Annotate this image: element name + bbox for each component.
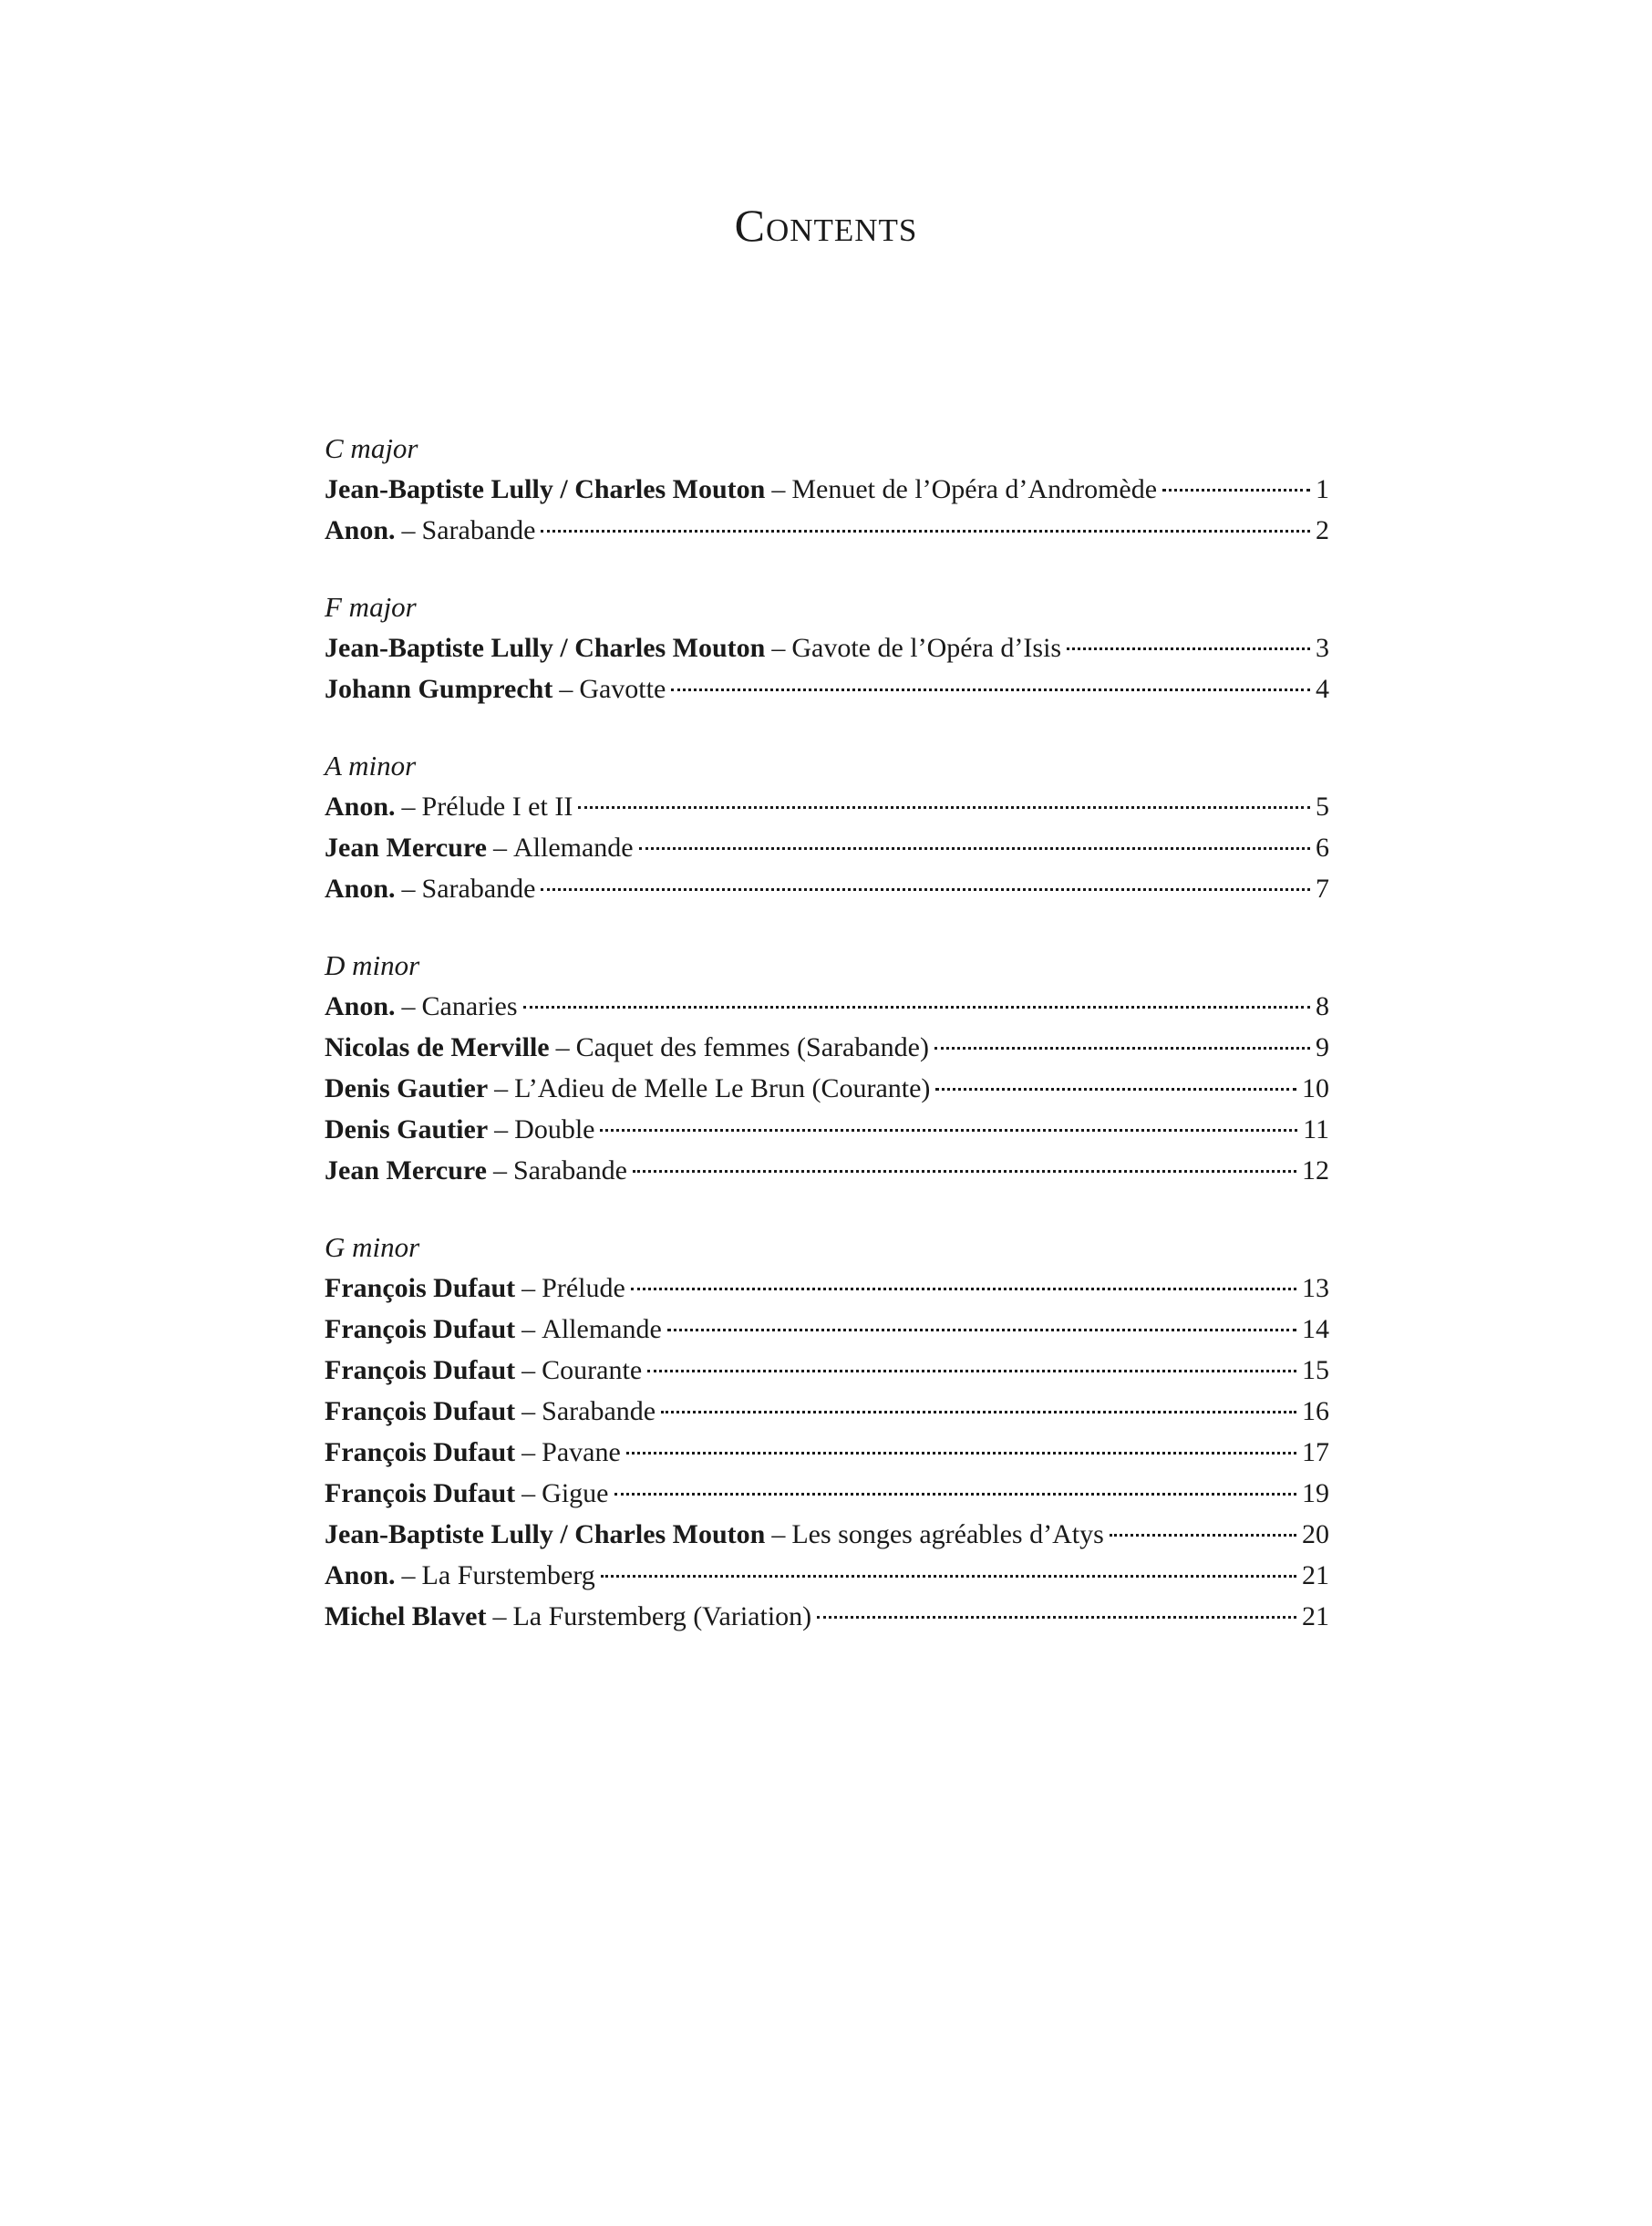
- toc-entry[interactable]: [325, 627, 1329, 668]
- dot-leader: [1162, 489, 1310, 492]
- entry-composer: Nicolas de Merville: [325, 1032, 550, 1062]
- section-key-heading: A minor: [325, 750, 417, 782]
- toc-entry[interactable]: [325, 1027, 1329, 1068]
- entry-separator: –: [521, 1437, 536, 1467]
- entry-composer: François Dufaut: [325, 1437, 516, 1467]
- toc-section: [325, 746, 1329, 909]
- entry-separator: –: [771, 474, 786, 504]
- entry-composer: Jean Mercure: [325, 833, 487, 863]
- entry-title: L’Adieu de Melle Le Brun (Courante): [514, 1073, 931, 1103]
- entry-separator: –: [521, 1478, 536, 1508]
- entry-composer: François Dufaut: [325, 1355, 516, 1385]
- entry-title: Allemande: [542, 1314, 662, 1344]
- toc-entry[interactable]: [325, 1432, 1329, 1473]
- entry-page-number: 2: [1316, 515, 1329, 545]
- entry-title: Sarabande: [421, 874, 536, 904]
- entry-title: La Furstemberg: [421, 1560, 595, 1590]
- entry-title: Gavote de l’Opéra d’Isis: [791, 633, 1062, 663]
- toc-entry[interactable]: [325, 1555, 1329, 1596]
- entry-composer: Denis Gautier: [325, 1114, 489, 1144]
- entry-separator: –: [401, 1560, 416, 1590]
- entry-page-number: 20: [1302, 1519, 1329, 1549]
- toc-entry[interactable]: [325, 1150, 1329, 1191]
- toc-entry[interactable]: [325, 1109, 1329, 1150]
- entry-title: Les songes agréables d’Atys: [791, 1519, 1104, 1549]
- entry-separator: –: [521, 1314, 536, 1344]
- toc-entry[interactable]: [325, 510, 1329, 551]
- entry-separator: –: [771, 1519, 786, 1549]
- toc-entry[interactable]: [325, 1309, 1329, 1350]
- entry-title: Caquet des femmes (Sarabande): [575, 1032, 929, 1062]
- entry-title: Sarabande: [421, 515, 536, 545]
- toc-entry[interactable]: [325, 986, 1329, 1027]
- dot-leader: [934, 1047, 1310, 1050]
- entry-separator: –: [771, 633, 786, 663]
- section-key-heading: F major: [325, 591, 417, 623]
- entry-separator: –: [492, 1601, 507, 1631]
- entry-composer: Jean-Baptiste Lully / Charles Mouton: [325, 474, 766, 504]
- dot-leader: [817, 1616, 1296, 1619]
- entry-title: Courante: [542, 1355, 643, 1385]
- entry-page-number: 14: [1302, 1314, 1329, 1344]
- dot-leader: [667, 1329, 1296, 1331]
- dot-leader: [614, 1493, 1297, 1496]
- entry-title: Gavotte: [579, 674, 666, 704]
- entry-composer: François Dufaut: [325, 1396, 516, 1426]
- dot-leader: [661, 1411, 1296, 1413]
- dot-leader: [541, 888, 1310, 891]
- entry-composer: Michel Blavet: [325, 1601, 487, 1631]
- dot-leader: [523, 1006, 1310, 1009]
- entry-page-number: 21: [1302, 1601, 1329, 1631]
- entry-page-number: 8: [1316, 991, 1329, 1021]
- entry-title: Canaries: [421, 991, 518, 1021]
- dot-leader: [639, 847, 1310, 850]
- dot-leader: [1067, 647, 1310, 650]
- entry-separator: –: [401, 515, 416, 545]
- toc-entry[interactable]: [325, 1514, 1329, 1555]
- section-key-heading: C major: [325, 432, 418, 464]
- dot-leader: [647, 1370, 1296, 1372]
- toc-entry[interactable]: [325, 1350, 1329, 1391]
- entry-page-number: 21: [1302, 1560, 1329, 1590]
- entry-page-number: 9: [1316, 1032, 1329, 1062]
- entry-separator: –: [494, 1114, 509, 1144]
- dot-leader: [541, 530, 1310, 533]
- entry-page-number: 1: [1316, 474, 1329, 504]
- dot-leader: [601, 1575, 1296, 1578]
- entry-title: Prélude I et II: [421, 792, 573, 822]
- toc-section: [325, 1227, 1329, 1637]
- entry-separator: –: [401, 874, 416, 904]
- dot-leader: [1110, 1534, 1296, 1537]
- entry-page-number: 19: [1302, 1478, 1329, 1508]
- dot-leader: [626, 1452, 1296, 1455]
- toc-entry[interactable]: [325, 668, 1329, 709]
- entry-composer: François Dufaut: [325, 1314, 516, 1344]
- entry-page-number: 13: [1302, 1273, 1329, 1303]
- section-key-heading: G minor: [325, 1231, 420, 1263]
- entry-composer: Anon.: [325, 1560, 396, 1590]
- dot-leader: [935, 1088, 1296, 1091]
- entry-page-number: 12: [1302, 1155, 1329, 1185]
- toc-entry[interactable]: [325, 786, 1329, 827]
- entry-composer: Anon.: [325, 991, 396, 1021]
- toc-entry[interactable]: [325, 469, 1329, 510]
- dot-leader: [578, 806, 1310, 809]
- entry-composer: Johann Gumprecht: [325, 674, 553, 704]
- dot-leader: [631, 1288, 1296, 1290]
- entry-page-number: 15: [1302, 1355, 1329, 1385]
- entry-page-number: 10: [1302, 1073, 1329, 1103]
- entry-composer: Anon.: [325, 874, 396, 904]
- entry-composer: Denis Gautier: [325, 1073, 489, 1103]
- entry-separator: –: [555, 1032, 570, 1062]
- dot-leader: [671, 689, 1310, 691]
- toc-entry[interactable]: [325, 1068, 1329, 1109]
- entry-separator: –: [521, 1273, 536, 1303]
- entry-title: Allemande: [513, 833, 634, 863]
- toc-entry[interactable]: [325, 1596, 1329, 1637]
- entry-page-number: 5: [1316, 792, 1329, 822]
- entry-separator: –: [401, 792, 416, 822]
- entry-page-number: 4: [1316, 674, 1329, 704]
- entry-title: Menuet de l’Opéra d’Andromède: [791, 474, 1158, 504]
- entry-composer: Jean-Baptiste Lully / Charles Mouton: [325, 1519, 766, 1549]
- dot-leader: [600, 1129, 1297, 1132]
- entry-separator: –: [401, 991, 416, 1021]
- entry-title: La Furstemberg (Variation): [512, 1601, 812, 1631]
- table-of-contents: [325, 429, 1329, 1673]
- entry-separator: –: [493, 833, 507, 863]
- entry-separator: –: [521, 1396, 536, 1426]
- toc-entry[interactable]: [325, 1473, 1329, 1514]
- toc-entry[interactable]: [325, 1268, 1329, 1309]
- entry-composer: François Dufaut: [325, 1478, 516, 1508]
- section-key-heading: D minor: [325, 949, 420, 981]
- entry-composer: Jean Mercure: [325, 1155, 487, 1185]
- entry-composer: François Dufaut: [325, 1273, 516, 1303]
- page-title: Contents: [734, 200, 918, 251]
- entry-composer: Anon.: [325, 515, 396, 545]
- toc-entry[interactable]: [325, 827, 1329, 868]
- entry-page-number: 16: [1302, 1396, 1329, 1426]
- toc-entry[interactable]: [325, 1391, 1329, 1432]
- entry-page-number: 6: [1316, 833, 1329, 863]
- entry-page-number: 3: [1316, 633, 1329, 663]
- entry-composer: Jean-Baptiste Lully / Charles Mouton: [325, 633, 766, 663]
- entry-separator: –: [521, 1355, 536, 1385]
- entry-title: Double: [514, 1114, 595, 1144]
- entry-title: Prélude: [542, 1273, 625, 1303]
- entry-page-number: 17: [1302, 1437, 1329, 1467]
- toc-entry[interactable]: [325, 868, 1329, 909]
- entry-separator: –: [559, 674, 573, 704]
- dot-leader: [633, 1170, 1296, 1173]
- toc-section: [325, 946, 1329, 1191]
- toc-section: [325, 429, 1329, 551]
- entry-title: Gigue: [542, 1478, 609, 1508]
- entry-composer: Anon.: [325, 792, 396, 822]
- toc-section: [325, 587, 1329, 709]
- entry-title: Sarabande: [513, 1155, 627, 1185]
- entry-title: Pavane: [542, 1437, 621, 1467]
- entry-page-number: 7: [1316, 874, 1329, 904]
- entry-title: Sarabande: [542, 1396, 656, 1426]
- entry-separator: –: [493, 1155, 507, 1185]
- entry-page-number: 11: [1303, 1114, 1329, 1144]
- entry-separator: –: [494, 1073, 509, 1103]
